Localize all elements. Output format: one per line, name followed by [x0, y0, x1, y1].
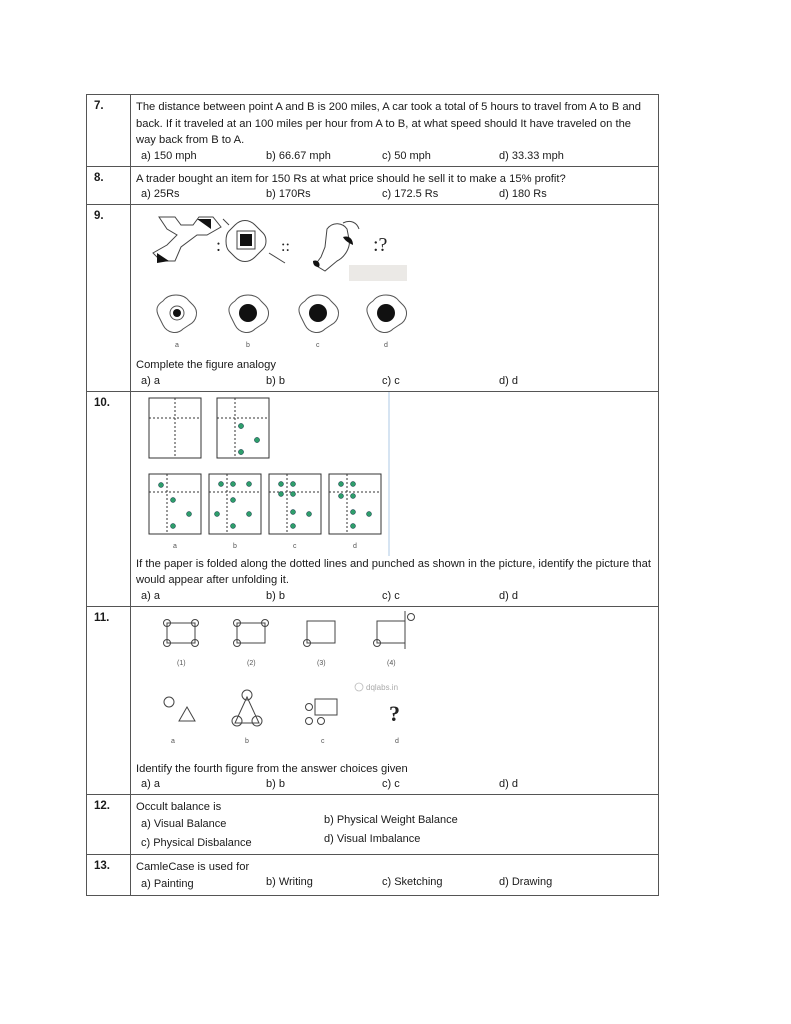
- option-label-b: b: [245, 737, 249, 745]
- option-label-a: a: [171, 737, 175, 745]
- option-label-d: d: [395, 737, 399, 745]
- question-text: Identify the fourth figure from the answer choices given: [136, 762, 408, 775]
- question-text: Complete the figure analogy: [136, 359, 276, 371]
- option-a[interactable]: a) 150 mph: [141, 149, 197, 162]
- question-row-13: [87, 854, 659, 896]
- figure-question: :?: [373, 234, 388, 256]
- option-a[interactable]: a) 25Rs: [141, 188, 180, 200]
- figure-double-colon: ::: [281, 238, 290, 255]
- option-b[interactable]: b) b: [266, 374, 285, 387]
- option-label-c: c: [316, 342, 320, 349]
- options-row: [131, 187, 658, 204]
- option-b[interactable]: b) 66.67 mph: [266, 149, 331, 162]
- copyright-icon: [355, 683, 363, 691]
- question-text: CamleCase is used for: [136, 860, 250, 873]
- option-c[interactable]: c) 172.5 Rs: [382, 188, 439, 200]
- option-d[interactable]: d) d: [499, 589, 518, 602]
- question-number: 11.: [87, 606, 131, 795]
- option-d[interactable]: d) 33.33 mph: [499, 149, 564, 162]
- question-row-11: [87, 606, 659, 795]
- option-label-d: d: [384, 342, 388, 349]
- sequence-number-4: (4): [387, 659, 396, 667]
- option-d[interactable]: d) Drawing: [499, 876, 553, 888]
- question-row-10: [87, 391, 659, 606]
- figure-analogy: [137, 205, 427, 357]
- options-row: [131, 374, 658, 391]
- option-c[interactable]: c) 50 mph: [382, 149, 431, 162]
- sequence-number-1: (1): [177, 659, 186, 667]
- figure-paper-fold: [137, 392, 392, 556]
- options-row: [131, 149, 658, 166]
- option-c[interactable]: c) c: [382, 778, 400, 790]
- question-row-9: [87, 205, 659, 392]
- option-a[interactable]: a) Visual Balance: [141, 817, 227, 830]
- sequence-number-2: (2): [247, 659, 256, 667]
- option-a[interactable]: a) a: [141, 589, 160, 602]
- option-b[interactable]: b) Writing: [266, 876, 313, 888]
- option-d[interactable]: d) d: [499, 778, 518, 790]
- option-label-b: b: [246, 342, 250, 349]
- option-label-a: a: [173, 542, 177, 550]
- option-b[interactable]: b) b: [266, 778, 285, 790]
- option-c[interactable]: c) c: [382, 374, 400, 387]
- question-number: 10.: [87, 391, 131, 606]
- option-b[interactable]: b) Physical Weight Balance: [324, 813, 458, 826]
- sequence-number-3: (3): [317, 659, 326, 667]
- option-label-d: d: [353, 542, 357, 550]
- figure-colon: :: [216, 235, 222, 255]
- options-row: [131, 832, 658, 854]
- option-a[interactable]: a) a: [141, 374, 160, 387]
- option-b[interactable]: b) 170Rs: [266, 188, 311, 200]
- option-a[interactable]: a) Painting: [141, 878, 194, 890]
- question-number: 9.: [87, 205, 131, 392]
- option-label-b: b: [233, 542, 237, 550]
- option-b[interactable]: b) b: [266, 589, 285, 602]
- question-text: If the paper is folded along the dotted lines and punched as shown in the picture, identify the picture that would appear after unfolding it.: [136, 557, 651, 586]
- watermark: dqlabs.in: [366, 682, 399, 692]
- question-number: 12.: [87, 795, 131, 855]
- question-number: 8.: [87, 166, 131, 205]
- question-text: A trader bought an item for 150 Rs at what price should he sell it to make a 15% profit?: [136, 172, 566, 185]
- question-number: 7.: [87, 95, 131, 167]
- question-number: 13.: [87, 854, 131, 896]
- question-table: [86, 94, 659, 896]
- question-row-8: [87, 166, 659, 205]
- figure-sequence: [137, 607, 427, 761]
- options-row: [131, 875, 658, 895]
- option-d[interactable]: d) d: [499, 374, 518, 387]
- option-d[interactable]: d) Visual Imbalance: [324, 832, 421, 845]
- options-row: [131, 777, 658, 794]
- option-label-c: c: [293, 542, 297, 550]
- option-c[interactable]: c) c: [382, 589, 400, 602]
- question-text: The distance between point A and B is 200 miles, A car took a total of 5 hours to travel from A to B and back. If it traveled at an 100 miles per hour from A to B, at what speed should It have traveled on the way back from B to A.: [136, 101, 641, 146]
- option-c[interactable]: c) Sketching: [382, 876, 443, 888]
- option-label-a: a: [175, 342, 179, 349]
- option-label-c: c: [321, 737, 325, 745]
- options-row: [131, 589, 658, 606]
- question-row-7: [87, 95, 659, 167]
- option-d[interactable]: d) 180 Rs: [499, 188, 547, 200]
- option-a[interactable]: a) a: [141, 778, 160, 790]
- question-text: Occult balance is: [136, 801, 222, 813]
- figure-question-mark: ?: [389, 700, 400, 726]
- option-c[interactable]: c) Physical Disbalance: [141, 836, 252, 849]
- question-row-12: [87, 795, 659, 855]
